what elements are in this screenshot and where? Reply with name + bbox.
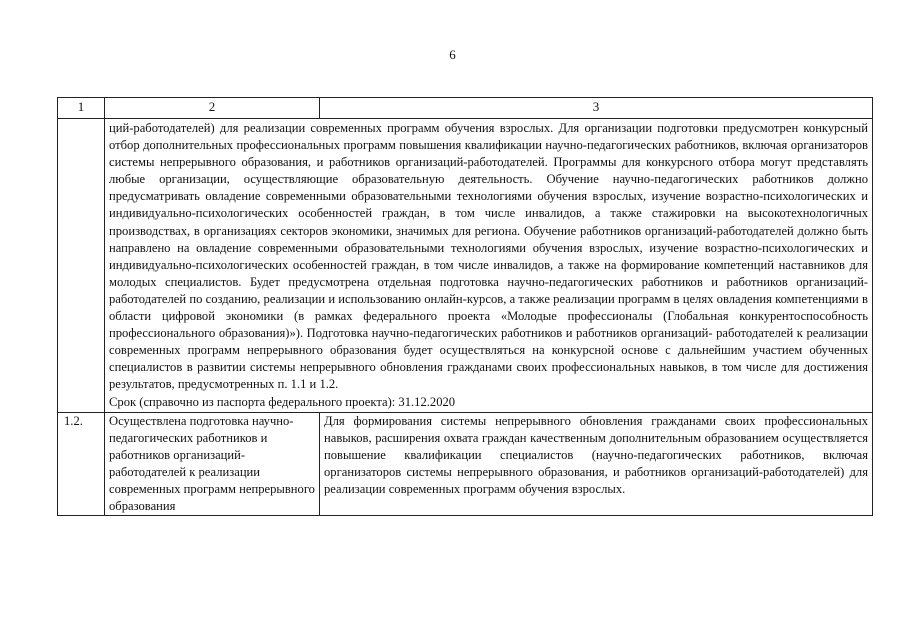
continuation-number-cell (58, 119, 105, 413)
header-cell-1: 1 (58, 98, 105, 119)
table-header-row (58, 98, 873, 119)
result-name: Осуществлена подготовка научно-педагогических работников и работников организаций-работодателей к реализации современных программ непрерывного образования (105, 412, 320, 516)
results-table (57, 97, 873, 516)
result-description: Для формирования системы непрерывного обновления гражданами своих профессиональных навыков, расширения охвата граждан качественным дополнительным образованием осуществляется повышение квалификации специалистов (научно-педагогических работников, включая организаторов системы непрерывного образования, и работников организаций-работодателей) для реализации современных программ обучения взрослых. (320, 412, 873, 516)
header-cell-3: 3 (320, 98, 873, 119)
table-row (58, 412, 873, 516)
deadline-line: Срок (справочно из паспорта федерального проекта): 31.12.2020 (109, 394, 456, 409)
continuation-paragraph: ций-работодателей) для реализации современных программ обучения взрослых. Для организации подготовки предусмотрен конкурсный отбор дополнительных профессиональных программ повышения квалификации научно-педагогических работников, включая организаторов системы непрерывного образования, и работников организаций-работодателей. Программы для конкурсного отбора могут представлять любые организации, осуществляющие образовательную деятельность. Обучение научно-педагогических работников должно предусматривать овладение современными образовательными технологиями обучения взрослых, изучение возрастно-психологических и индивидуально-психологических особенностей граждан, в том числе инвалидов, а также стажировки на высокотехнологичных производствах, в организациях секторов экономики, значимых для региона. Обучение работников организаций-работодателей должно быть направлено на овладение современными образовательными технологиями обучения взрослых, изучение возрастно-психологических и индивидуально-психологических особенностей граждан, в том числе инвалидов, а также на формирование компетенций наставников для молодых специалистов. Будет предусмотрена отдельная подготовка научно-педагогических работников и работников организаций-работодателей по созданию, реализации и использованию онлайн-курсов, а также реализации программ в целях овладения компетенциями в области цифровой экономики (в рамках федерального проекта «Молодые профессионалы (Глобальная конкурентоспособность профессионального образования)»). Подготовка научно-педагогических работников и работников организаций- работодателей к реализации современных программ непрерывного образования будет осуществляться на конкурсной основе с дальнейшим участием обученных специалистов в развитии системы непрерывного обновления гражданами своих профессиональных навыков, в том числе для достижения результатов, предусмотренных п. 1.1 и 1.2. (109, 121, 868, 392)
continuation-text-cell (105, 119, 873, 413)
continuation-row (58, 119, 873, 413)
row-number: 1.2. (58, 412, 105, 516)
page-number: 6 (449, 47, 456, 62)
header-cell-2: 2 (105, 98, 320, 119)
